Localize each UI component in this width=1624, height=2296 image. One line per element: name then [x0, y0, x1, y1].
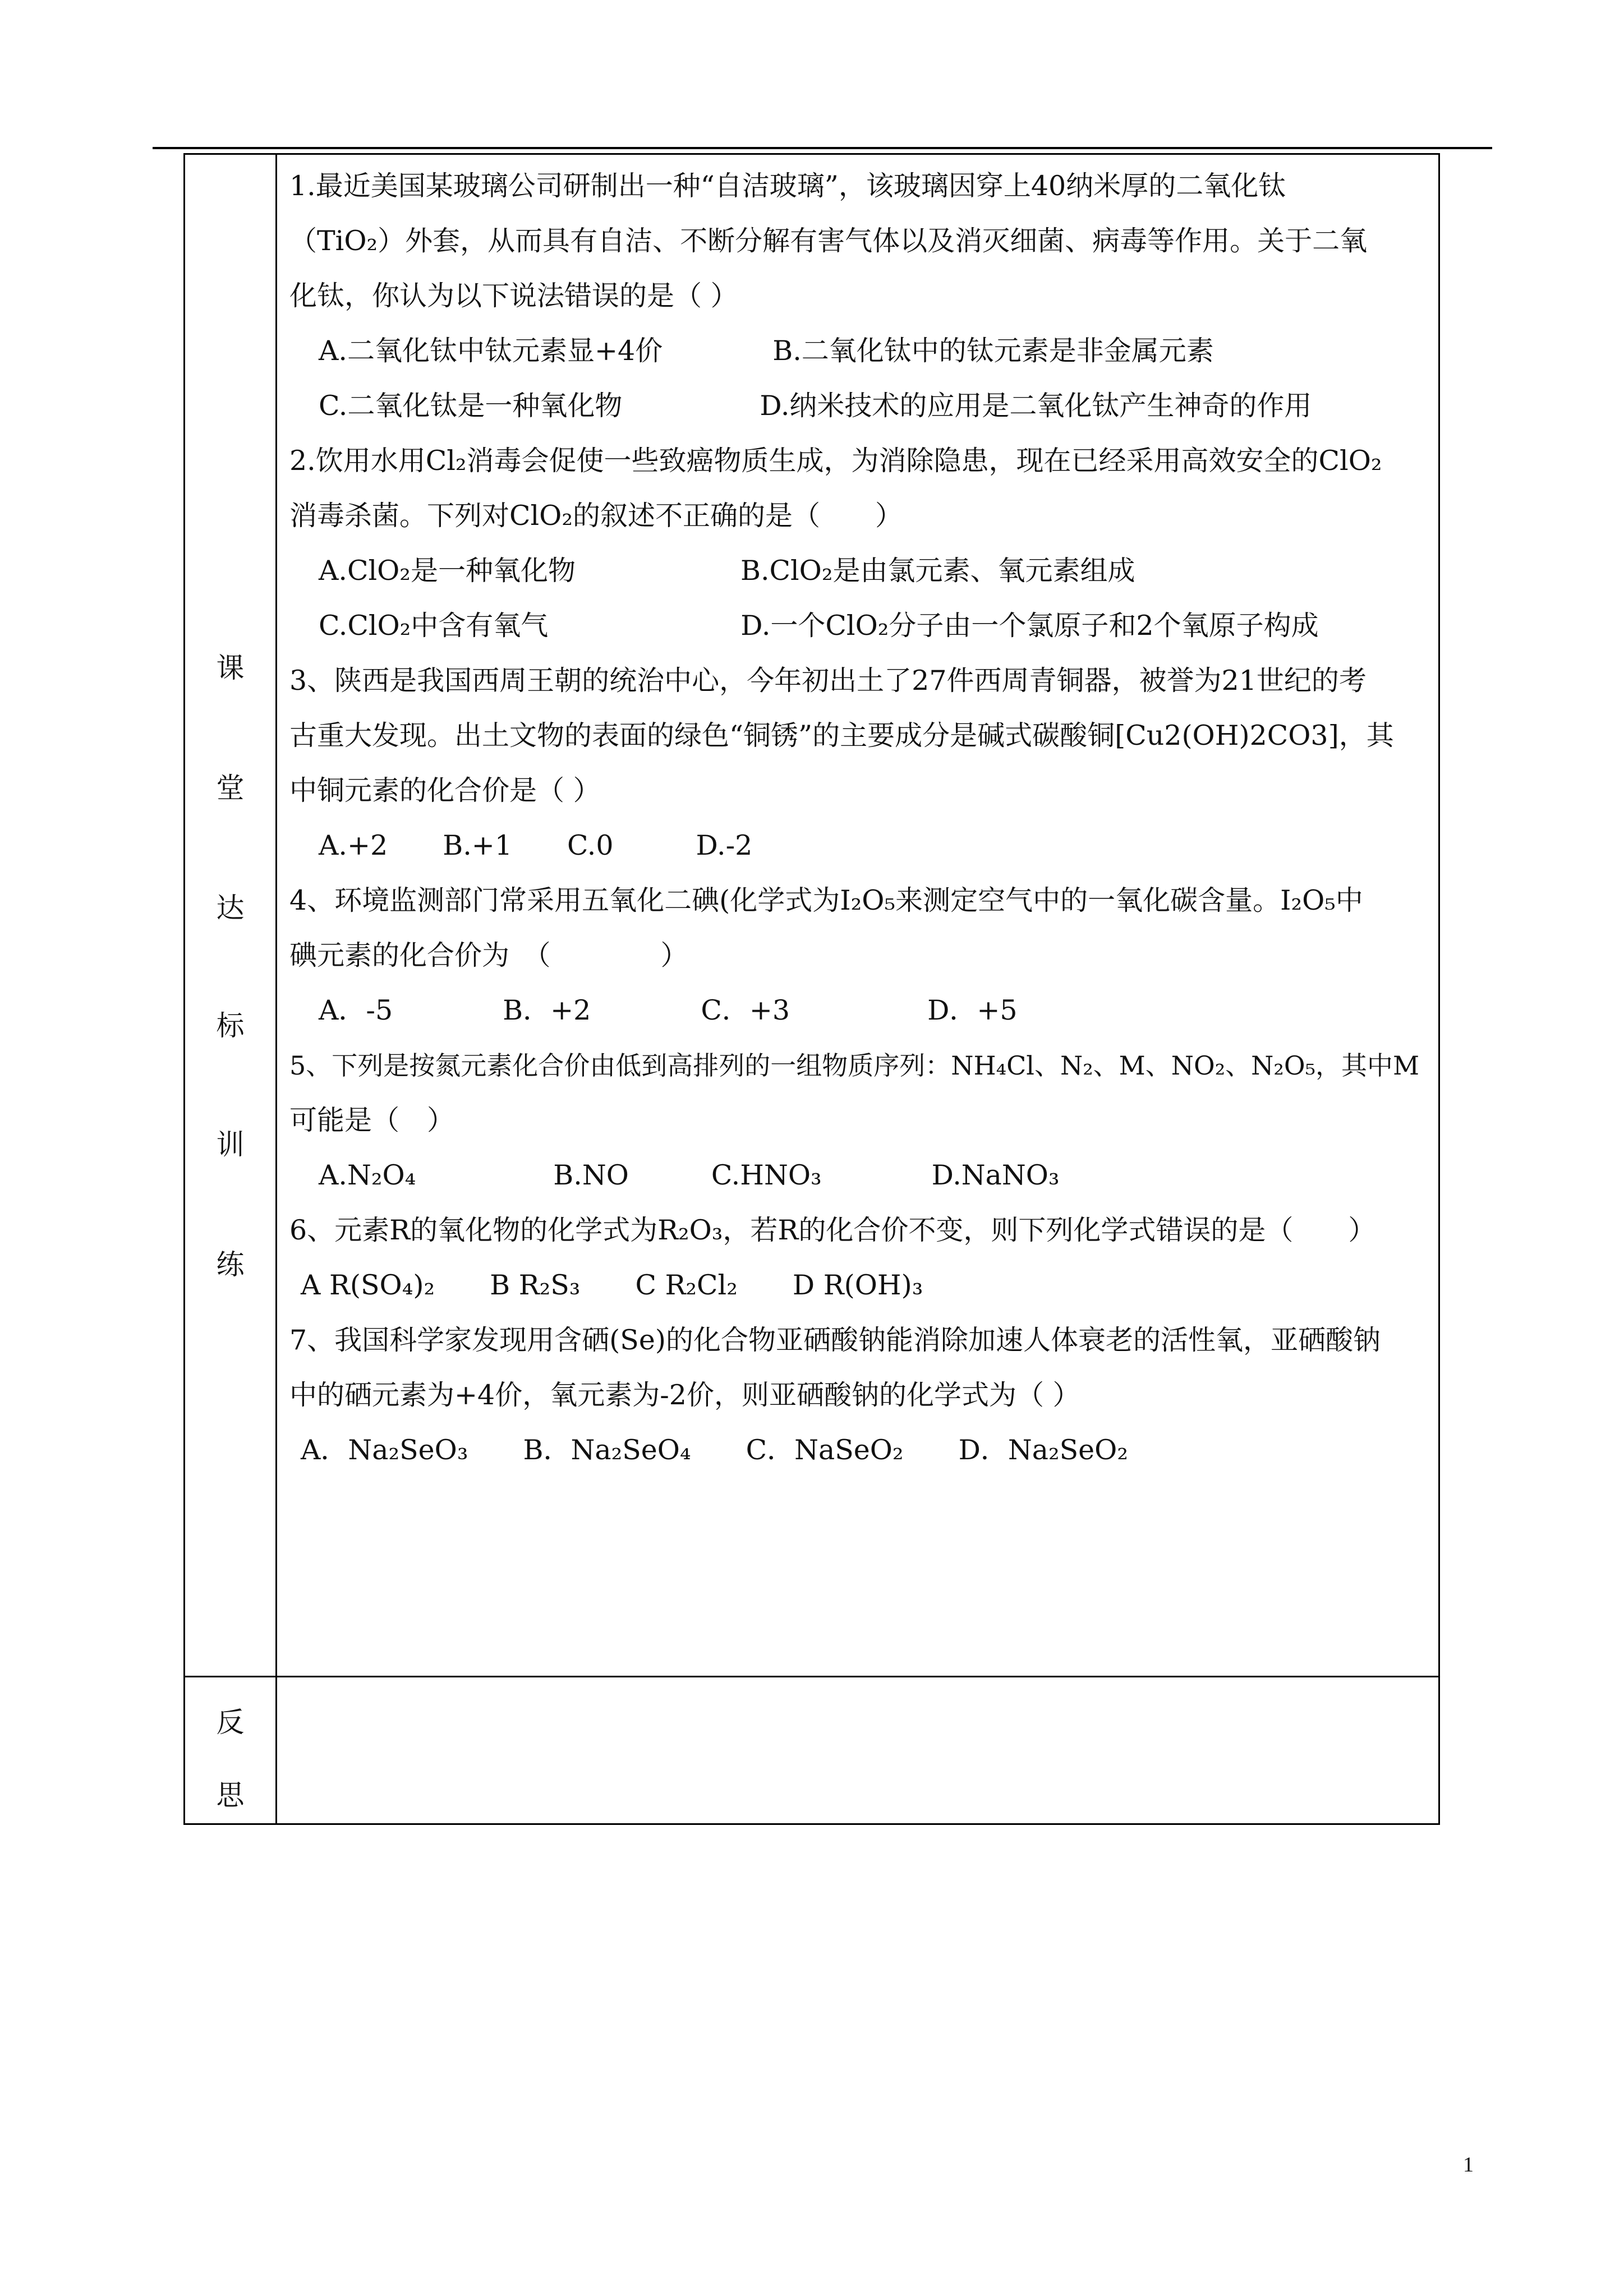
- section-label-char: 标: [216, 1009, 245, 1042]
- row-divider: [185, 1676, 1438, 1677]
- question-6-options: A R(SO₄)₂ B R₂S₃ C R₂Cl₂ D R(OH)₃: [301, 1269, 923, 1301]
- question-7-stem-line: 7、我国科学家发现用含硒(Se)的化合物亚硒酸钠能消除加速人体衰老的活性氧，亚硒酸钠: [289, 1324, 1381, 1356]
- question-2-stem-line: 2.饮用水用Cl₂消毒会促使一些致癌物质生成，为消除隐患，现在已经采用高效安全的ClO₂: [289, 445, 1382, 477]
- column-divider: [275, 155, 277, 1823]
- question-3-stem-line: 3、陕西是我国西周王朝的统治中心，今年初出土了27件西周青铜器，被誉为21世纪的考: [289, 665, 1367, 697]
- question-6-stem-line: 6、元素R的氧化物的化学式为R₂O₃，若R的化合价不变，则下列化学式错误的是（ ）: [289, 1214, 1376, 1246]
- question-1-options: A.二氧化钛中钛元素显+4价 B.二氧化钛中的钛元素是非金属元素: [319, 335, 1214, 367]
- question-4-options: A．-5 B．+2 C．+3 D．+5: [319, 994, 1018, 1026]
- question-7-options: A．Na₂SeO₃ B．Na₂SeO₄ C．NaSeO₂ D．Na₂SeO₂: [301, 1434, 1128, 1466]
- question-5-stem-line: 可能是（ ）: [289, 1104, 455, 1136]
- section-label-char: 堂: [216, 772, 245, 804]
- question-4-stem-line: 碘元素的化合价为 （ ）: [289, 939, 688, 971]
- question-7-stem-line: 中的硒元素为+4价，氧元素为-2价，则亚硒酸钠的化学式为（ ）: [289, 1379, 1080, 1411]
- page-number: 1: [1463, 2153, 1474, 2177]
- question-4-stem-line: 4、环境监测部门常采用五氧化二碘(化学式为I₂O₅来测定空气中的一氧化碳含量。I₂O₅中: [289, 884, 1363, 916]
- question-3-stem-line: 中铜元素的化合价是（ ）: [289, 774, 601, 806]
- worksheet-table: [183, 153, 1440, 1825]
- section-label-char: 课: [216, 652, 245, 684]
- reflection-label-char: 反: [216, 1706, 245, 1739]
- question-3-options: A.+2 B.+1 C.0 D.-2: [319, 829, 753, 861]
- section-label-char: 达: [216, 892, 245, 924]
- question-2-options: C.ClO₂中含有氧气 D.一个ClO₂分子由一个氯原子和2个氧原子构成: [319, 610, 1319, 642]
- section-label-char: 训: [216, 1128, 245, 1161]
- section-label-char: 练: [216, 1248, 245, 1281]
- question-1-stem-line: 化钛，你认为以下说法错误的是（ ）: [289, 280, 738, 312]
- question-5-stem-line: 5、下列是按氮元素化合价由低到高排列的一组物质序列：NH₄Cl、N₂、M、NO₂、N₂O₅，其中M: [289, 1050, 1420, 1081]
- question-5-options: A.N₂O₄ B.NO C.HNO₃ D.NaNO₃: [319, 1159, 1060, 1191]
- question-3-stem-line: 古重大发现。出土文物的表面的绿色“铜锈”的主要成分是碱式碳酸铜[Cu2(OH)2CO3]，其: [289, 720, 1394, 751]
- question-2-options: A.ClO₂是一种氧化物 B.ClO₂是由氯元素、氧元素组成: [319, 555, 1135, 587]
- reflection-label-char: 思: [216, 1779, 245, 1811]
- question-2-stem-line: 消毒杀菌。下列对ClO₂的叙述不正确的是（ ）: [289, 500, 903, 532]
- question-1-stem-line: 1.最近美国某玻璃公司研制出一种“自洁玻璃”，该玻璃因穿上40纳米厚的二氧化钛: [289, 170, 1286, 202]
- question-1-stem-line: （TiO₂）外套，从而具有自洁、不断分解有害气体以及消灭细菌、病毒等作用。关于二氧: [289, 225, 1368, 257]
- header-rule: [153, 147, 1492, 149]
- question-1-options: C.二氧化钛是一种氧化物 D.纳米技术的应用是二氧化钛产生神奇的作用: [319, 390, 1312, 422]
